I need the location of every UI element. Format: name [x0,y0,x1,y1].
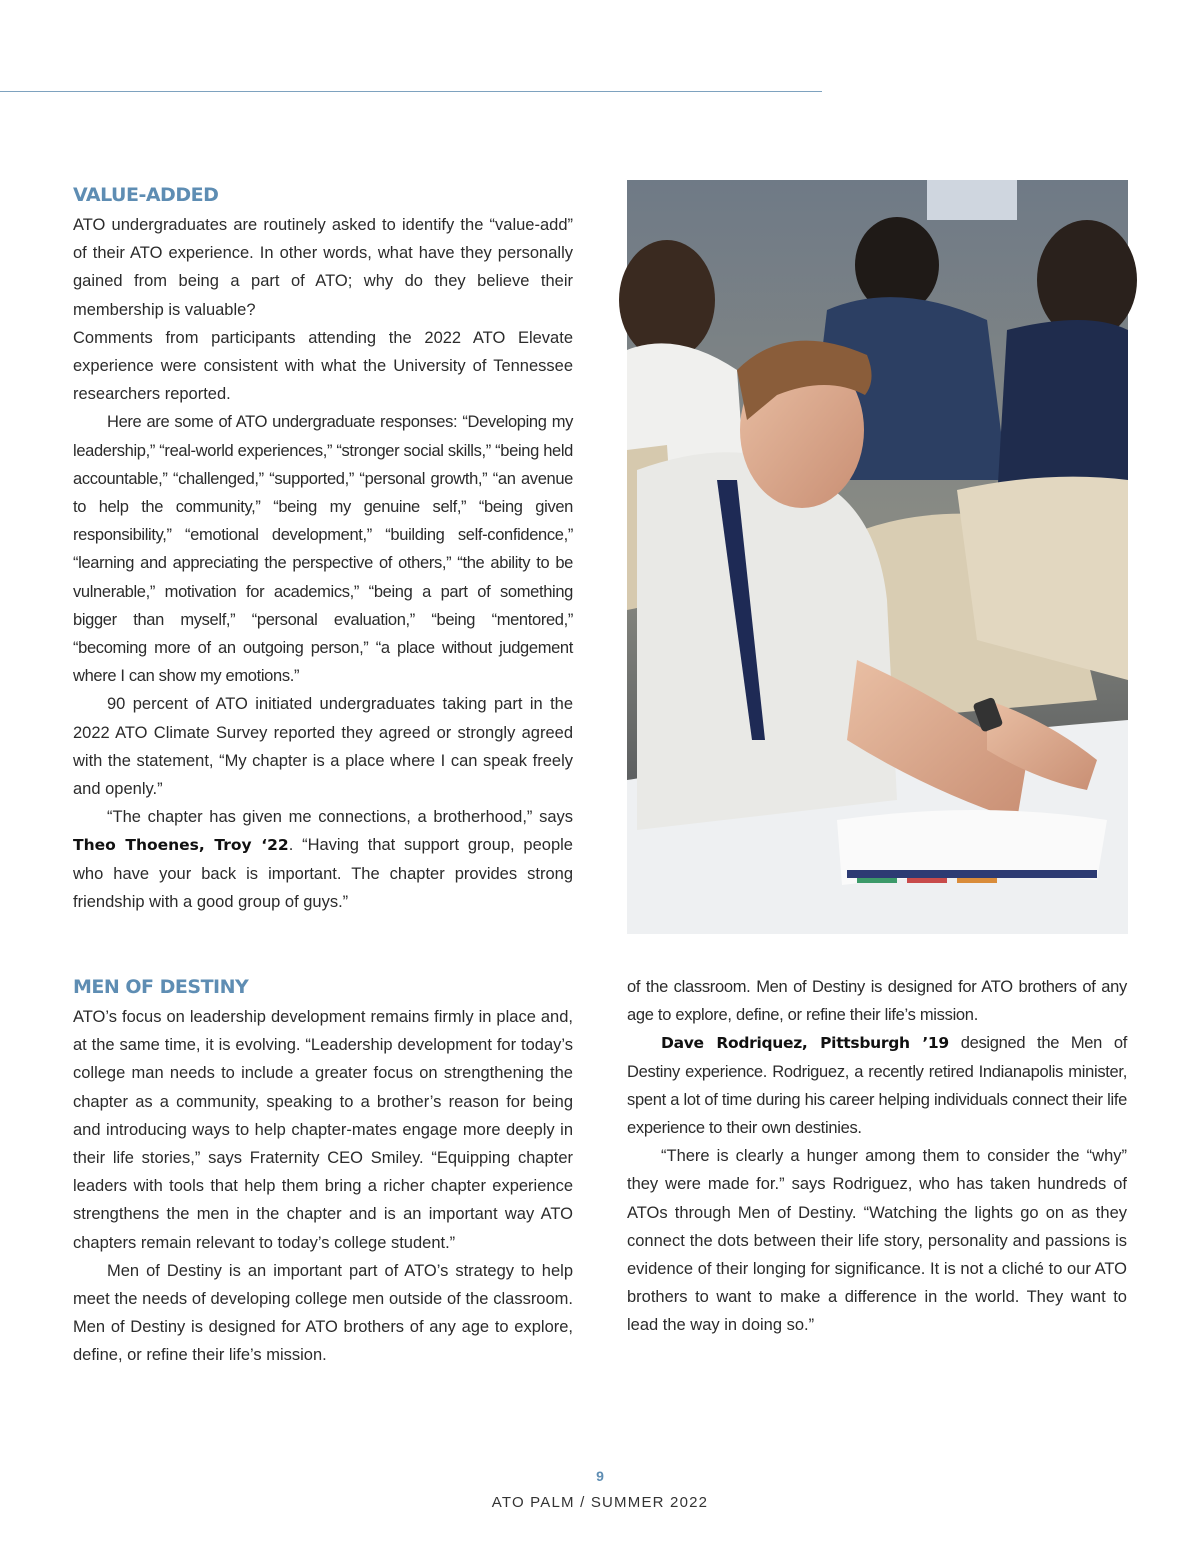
photo-illustration [627,180,1128,934]
men-of-destiny-right-column [627,973,1127,1340]
page-number: 9 [596,1468,604,1484]
men-of-destiny-paragraph-2-continued: of the classroom. Men of Destiny is designed for ATO brothers of any age to explore, define, or refine their life’s mission. [627,978,1127,1025]
quoted-person-name: Theo Thoenes, Troy ‘22 [73,836,289,855]
value-added-heading: VALUE-ADDED [73,184,219,206]
value-added-paragraph-1: ATO undergraduates are routinely asked to identify the “value-add” of their ATO experience. In other words, what have they personally gained from being a part of ATO; why do they believe their membership is valuable? [73,216,573,319]
designer-text: designed the Men of Destiny experience. Rodriguez, a recently retired Indianapolis minister, spent a lot of time during his career helping individuals connect their life experience to their own destinies. [627,1034,1128,1138]
men-of-destiny-paragraph-2: Men of Destiny is an important part of ATO’s strategy to help meet the needs of developing college men outside of the classroom. Men of Destiny is designed for ATO brothers of any age to explore, define, or refine their life’s mission. [73,1261,573,1365]
men-of-destiny-heading: MEN OF DESTINY [73,976,249,998]
value-added-column [73,181,573,916]
value-added-paragraph-4: 90 percent of ATO initiated undergraduates taking part in the 2022 ATO Climate Survey reported they agreed or strongly agreed with the statement, “My chapter is a place where I can speak freely and openly.” [73,695,573,799]
designer-name: Dave Rodriquez, Pittsburgh ’19 [661,1034,949,1053]
top-rule [0,91,822,92]
quote-rest: . “Having that support group, people who have your back is important. The chapter provides strong friendship with a good group of guys.” [73,836,573,911]
men-of-destiny-paragraph-1: ATO’s focus on leadership development remains firmly in place and, at the same time, it is evolving. “Leadership development for today’s college man needs to include a greater focus on strengthening the chapter as a community, speaking to a brother’s reason for being and introducing ways to help chapter-mates engage more deeply in their life stories,” says Fraternity CEO Smiley. “Equipping chapter leaders with tools that help them bring a richer chapter experience strengthens the men in the chapter and is an important way ATO chapters remain relevant to today’s college student.” [73,1008,573,1252]
value-added-paragraph-3: Here are some of ATO undergraduate responses: “Developing my leadership,” “real-world experiences,” “stronger social skills,” “being held accountable,” “challenged,” “supported,” “personal growth,” “an avenue to help the community,” “being my genuine self,” “being given responsibility,” “emotional development,” “building self-confidence,” “learning and appreciating the perspective of others,” “the ability to be vulnerable,” motivation for academics,” “being a part of something bigger than myself,” “personal evaluation,” “being “mentored,” “becoming more of an outgoing person,” “a place without judgement where I can show my emotions.” [73,413,573,686]
student-writing-photo [627,180,1128,934]
men-of-destiny-paragraph-3 [627,1029,1127,1142]
value-added-paragraph-2: Comments from participants attending the 2022 ATO Elevate experience were consistent with what the University of Tennessee researchers reported. [73,328,573,404]
men-of-destiny-paragraph-4: “There is clearly a hunger among them to consider the “why” they were made for.” says Rodriguez, who has taken hundreds of ATOs through Men of Destiny. “Watching the lights go on as they connect the dots between their life story, personality and passions is evidence of their longing for significance. It is not a cliché to our ATO brothers to want to make a difference in the world. They want to lead the way in doing so.” [627,1147,1127,1335]
value-added-paragraph-5 [73,803,573,916]
men-of-destiny-left-column [73,973,573,1365]
quote-lead: “The chapter has given me connections, a brotherhood,” says [107,808,573,827]
publication-footer: ATO PALM / SUMMER 2022 [491,1494,709,1511]
